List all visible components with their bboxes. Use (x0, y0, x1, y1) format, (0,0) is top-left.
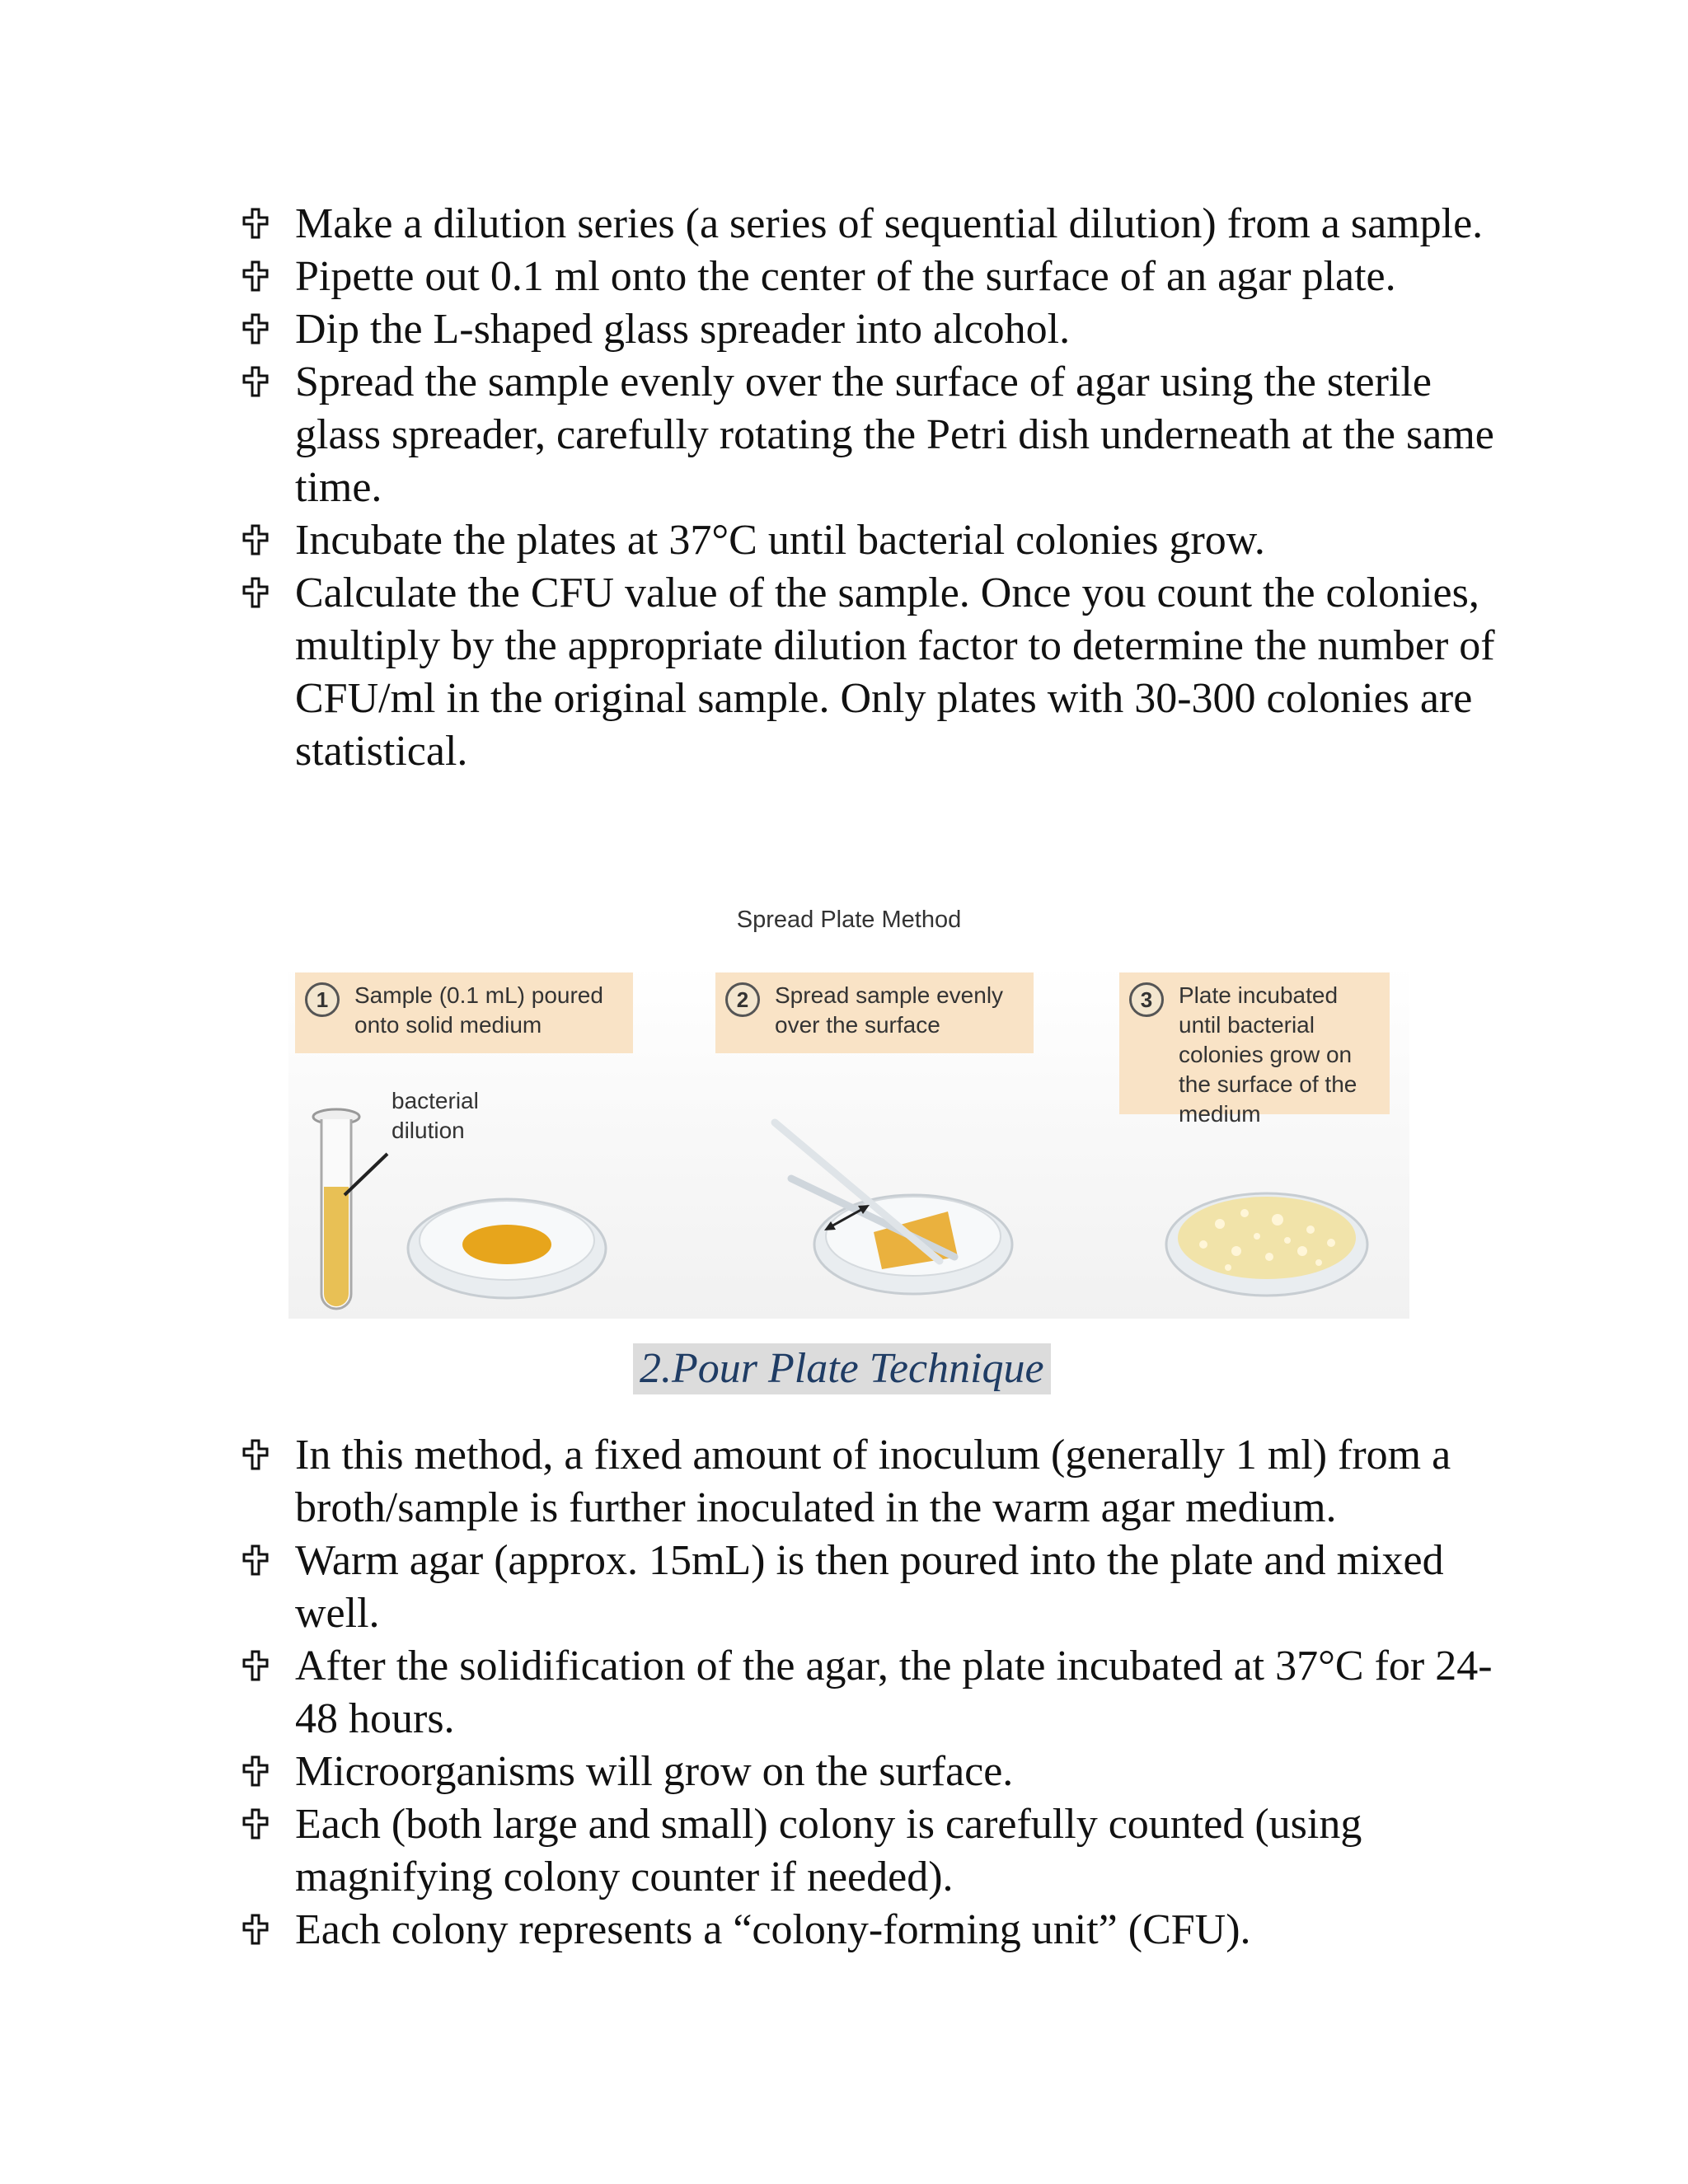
list-item (239, 1746, 1500, 1798)
section-heading: 2.Pour Plate Technique (633, 1343, 1051, 1394)
figure-title: Spread Plate Method (736, 907, 962, 933)
spread-plate-steps-list (239, 198, 1500, 778)
list-item-text: Each colony represents a “colony-forming unit” (CFU). (295, 1906, 1251, 1953)
list-item-text: Microorganisms will grow on the surface. (295, 1748, 1014, 1795)
step-1-box (295, 972, 633, 1053)
pour-plate-steps-list (239, 1429, 1500, 1957)
list-item-text: Dip the L-shaped glass spreader into alcohol. (295, 306, 1071, 353)
cross-bullet-icon (239, 1904, 280, 1957)
step-2-text: Spread sample evenly over the surface (775, 982, 1004, 1038)
step-1-number: 1 (305, 982, 340, 1017)
step-3-number: 3 (1129, 982, 1164, 1017)
step-2-box (715, 972, 1034, 1053)
step-3-text: Plate incubated until bacterial colonies grow on the surface of the medium (1179, 982, 1357, 1127)
step-1-text: Sample (0.1 mL) poured onto solid medium (354, 982, 603, 1038)
list-item-text: In this method, a fixed amount of inoculum (generally 1 ml) from a broth/sample is further inoculated in the warm agar medium. (295, 1432, 1451, 1531)
list-item-text: Calculate the CFU value of the sample. Once you count the colonies, multiply by the appropriate dilution factor to determine the number of CFU/ml in the original sample. Only plates with 30-300 colonies are statistical. (295, 569, 1495, 775)
list-item (239, 356, 1500, 514)
list-item (239, 514, 1500, 567)
cross-bullet-icon (239, 1535, 280, 1587)
cross-bullet-icon (239, 567, 280, 620)
list-item-text: Warm agar (approx. 15mL) is then poured into the plate and mixed well. (295, 1537, 1444, 1637)
list-item (239, 251, 1500, 303)
cross-bullet-icon (239, 303, 280, 356)
step-2-number: 2 (725, 982, 760, 1017)
tube-label: bacterial dilution (392, 1088, 479, 1143)
list-item-text: Incubate the plates at 37°C until bacterial colonies grow. (295, 517, 1265, 564)
spread-plate-figure (288, 907, 1409, 1319)
cross-bullet-icon (239, 1746, 280, 1798)
list-item (239, 567, 1500, 778)
cross-bullet-icon (239, 514, 280, 567)
list-item (239, 1535, 1500, 1640)
cross-bullet-icon (239, 1640, 280, 1693)
list-item (239, 303, 1500, 356)
list-item-text: Spread the sample evenly over the surface of agar using the sterile glass spreader, carefully rotating the Petri dish underneath at the same time. (295, 359, 1494, 511)
step-3-box (1119, 972, 1390, 1127)
cross-bullet-icon (239, 1429, 280, 1482)
list-item-text: Each (both large and small) colony is carefully counted (using magnifying colony counter if needed). (295, 1801, 1362, 1900)
list-item (239, 198, 1500, 251)
list-item (239, 1429, 1500, 1535)
list-item (239, 1798, 1500, 1904)
cross-bullet-icon (239, 198, 280, 251)
petri-dish-sample-icon (408, 1199, 606, 1298)
list-item (239, 1640, 1500, 1746)
list-item-text: Make a dilution series (a series of sequential dilution) from a sample. (295, 200, 1484, 247)
list-item-text: Pipette out 0.1 ml onto the center of the surface of an agar plate. (295, 253, 1396, 300)
cross-bullet-icon (239, 251, 280, 303)
cross-bullet-icon (239, 356, 280, 409)
list-item (239, 1904, 1500, 1957)
cross-bullet-icon (239, 1798, 280, 1851)
petri-dish-colonies-icon (1166, 1193, 1367, 1296)
list-item-text: After the solidification of the agar, the plate incubated at 37°C for 24-48 hours. (295, 1643, 1493, 1742)
